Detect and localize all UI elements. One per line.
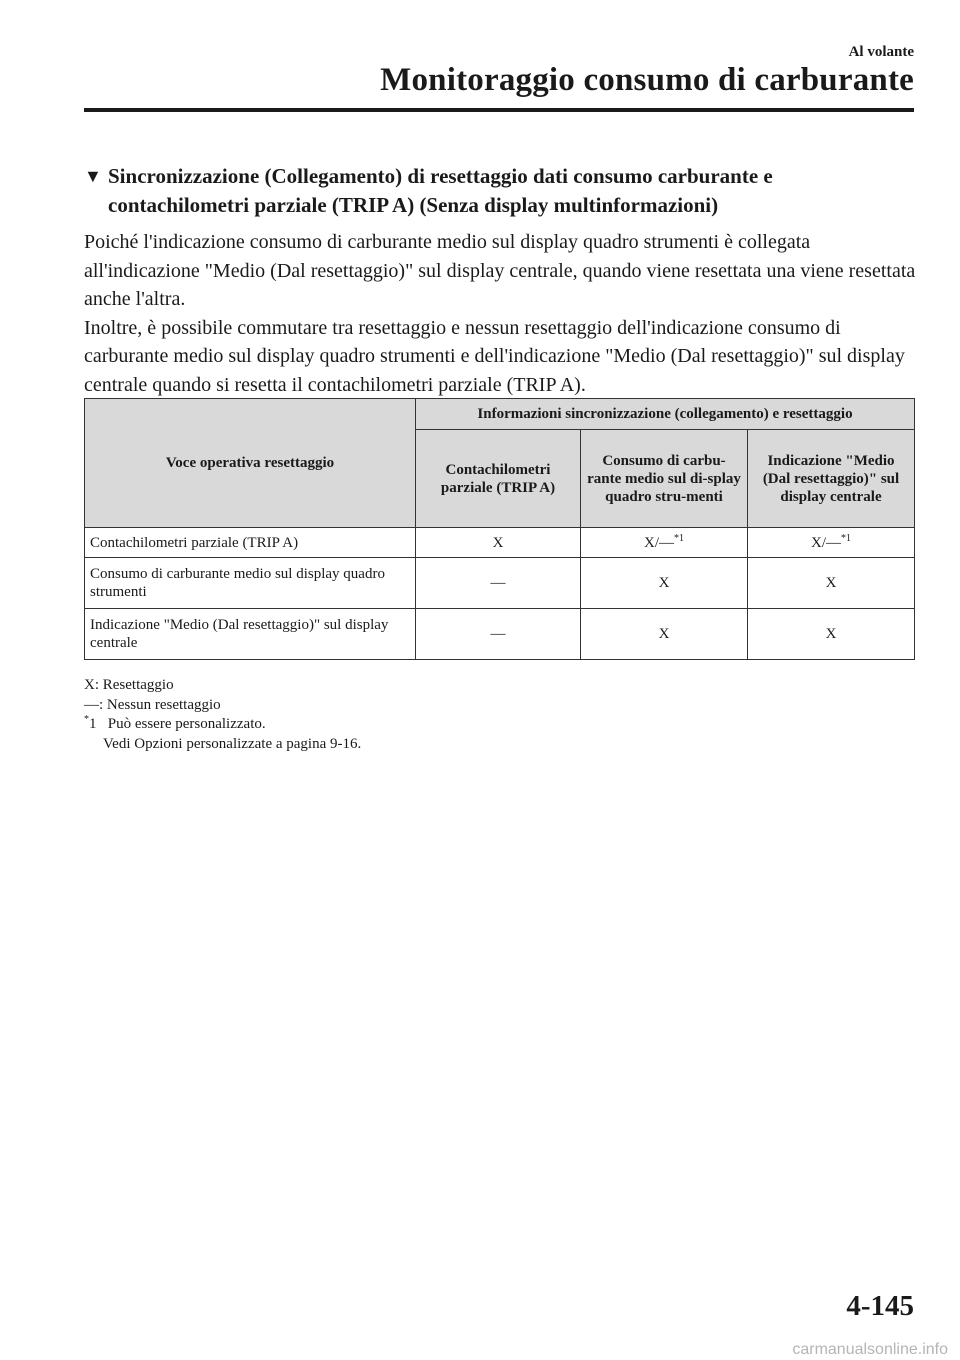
legend-reset: X: Resettaggio xyxy=(84,677,174,693)
cell-value: X xyxy=(581,558,748,609)
page-number: 4-145 xyxy=(846,1290,914,1322)
legend-no-reset: —: Nessun resettaggio xyxy=(84,696,221,713)
header-center-display: Indicazione "Medio (Dal resettaggio)" sul display centrale xyxy=(748,430,915,528)
table-row xyxy=(85,558,915,609)
section-heading-text: Sincronizzazione (Collegamento) di resettaggio dati consumo carburante e contachilometri parziale (TRIP A) (Senza display multinformazioni) xyxy=(108,164,773,217)
cell-value: X xyxy=(748,609,915,660)
row-label: Contachilometri parziale (TRIP A) xyxy=(85,528,416,558)
table-header-row xyxy=(85,399,915,430)
footnote-ref: *1 xyxy=(674,532,684,544)
header-item-column: Voce operativa resettaggio xyxy=(85,399,416,528)
cell-value: X xyxy=(748,558,915,609)
page-reference-link[interactable]: Vedi Opzioni personalizzate a pagina 9-16. xyxy=(103,735,362,752)
footnote xyxy=(84,715,584,735)
body-paragraph: Poiché l'indicazione consumo di carburante medio sul display quadro strumenti è collegata all'indicazione "Medio (Dal resettaggio)" sul display centrale, quando viene resettata una viene resettata anche l'altra. xyxy=(84,231,916,310)
footnote-number: 1 xyxy=(89,716,97,732)
table-row xyxy=(85,609,915,660)
row-label: Consumo di carburante medio sul display quadro strumenti xyxy=(85,558,416,609)
body-paragraph: Inoltre, è possibile commutare tra resettaggio e nessun resettaggio dell'indicazione consumo di carburante medio sul display quadro strumenti e dell'indicazione "Medio (Dal resettaggio)" sul display centrale quando si resetta il contachilometri parziale (TRIP A). xyxy=(84,316,905,396)
footnote-reference xyxy=(84,735,584,755)
watermark: carmanualsonline.info xyxy=(792,1341,948,1358)
row-label: Indicazione "Medio (Dal resettaggio)" sul display centrale xyxy=(85,609,416,660)
cell-value: X xyxy=(416,528,581,558)
cell-value: — xyxy=(416,609,581,660)
table-row xyxy=(85,528,915,558)
footnote-ref: *1 xyxy=(841,532,851,544)
section-heading xyxy=(84,162,908,220)
cell-value: X xyxy=(581,609,748,660)
cell-value: — xyxy=(416,558,581,609)
table-notes xyxy=(84,676,584,754)
chapter-label: Al volante xyxy=(848,44,914,60)
page-title: Monitoraggio consumo di carburante xyxy=(380,62,914,98)
header-divider xyxy=(84,108,914,112)
footnote-mark: * xyxy=(84,714,89,725)
cell-value xyxy=(581,528,748,558)
footnote-text: Può essere personalizzato. xyxy=(107,716,266,732)
header-trip-a: Contachilometri parziale (TRIP A) xyxy=(416,430,581,528)
cell-value-text: X/— xyxy=(811,534,841,551)
cell-value xyxy=(748,528,915,558)
header-group: Informazioni sincronizzazione (collegamento) e resettaggio xyxy=(416,399,915,430)
triangle-down-icon: ▼ xyxy=(84,166,102,186)
body-text xyxy=(84,228,919,399)
cell-value-text: X/— xyxy=(644,534,674,551)
header-instrument-display: Consumo di carbu-rante medio sul di-splay quadro stru-menti xyxy=(581,430,748,528)
reset-sync-table xyxy=(84,398,915,660)
